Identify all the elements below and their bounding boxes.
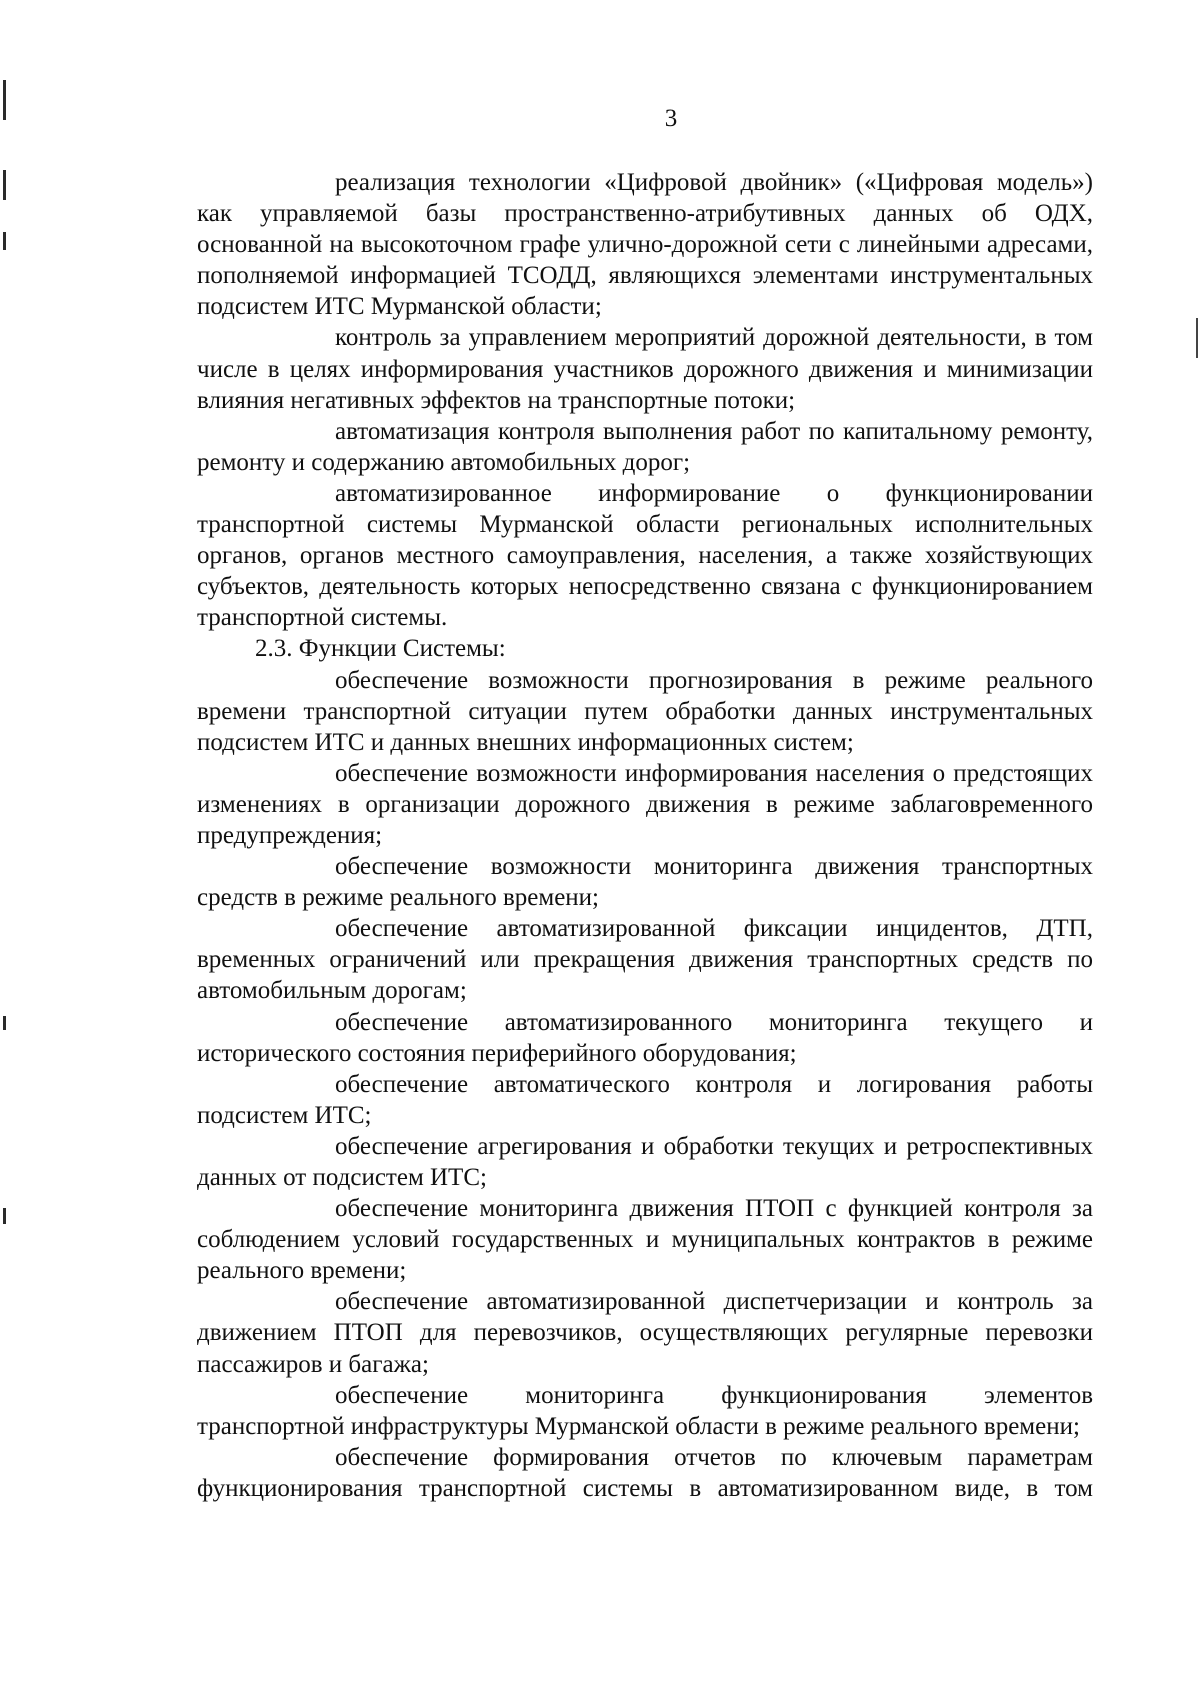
paragraph: контроль за управлением мероприятий дорожной деятельности, в том числе в целях информирования участников дорожного движения и минимизации влияния негативных эффектов на транспортные потоки; (197, 324, 1093, 414)
scan-edge-mark-left (3, 232, 6, 250)
function-item: обеспечение мониторинга функционирования элементов транспортной инфраструктуры Мурманской области в режиме реального времени; (197, 1381, 1093, 1440)
scan-edge-mark-left (3, 1208, 6, 1224)
scan-edge-mark-right (1196, 318, 1198, 358)
function-item: обеспечение агрегирования и обработки текущих и ретроспективных данных от подсистем ИТС; (197, 1132, 1093, 1191)
function-item: обеспечение формирования отчетов по ключевым параметрам функционирования транспортной системы в автоматизированном виде, в том (197, 1443, 1093, 1502)
function-item: обеспечение возможности мониторинга движения транспортных средств в режиме реального времени; (197, 853, 1093, 912)
function-item: обеспечение автоматического контроля и логирования работы подсистем ИТС; (197, 1070, 1093, 1129)
paragraph: автоматизированное информирование о функционировании транспортной системы Мурманской области региональных исполнительных органов, органов местного самоуправления, населения, а также хозяйствующих субъектов, деятельность которых непосредственно связана с функционированием транспортной системы. (197, 479, 1093, 632)
paragraph: реализация технологии «Цифровой двойник» («Цифровая модель») как управляемой базы пространственно-атрибутивных данных об ОДХ, основанной на высокоточном графе улично-дорожной сети с линейными адресами, пополняемой информацией ТСОДД, являющихся элементами инструментальных подсистем ИТС Мурманской области; (197, 169, 1093, 321)
section-heading: 2.3. Функции Системы: (255, 635, 506, 663)
scan-edge-mark-left (3, 1016, 6, 1030)
function-item: обеспечение автоматизированной диспетчеризации и контроль за движением ПТОП для перевозчиков, осуществляющих регулярные перевозки пассажиров и багажа; (197, 1288, 1093, 1378)
function-item: обеспечение автоматизированного мониторинга текущего и исторического состояния периферийного оборудования; (197, 1008, 1093, 1067)
function-item: обеспечение автоматизированной фиксации инцидентов, ДТП, временных ограничений или прекращения движения транспортных средств по автомобильным дорогам; (197, 915, 1093, 1005)
function-item: обеспечение возможности прогнозирования в режиме реального времени транспортной ситуации путем обработки данных инструментальных подсистем ИТС и данных внешних информационных систем; (197, 666, 1093, 756)
document-body (197, 167, 1093, 1504)
paragraph: автоматизация контроля выполнения работ по капитальному ремонту, ремонту и содержанию автомобильных дорог; (197, 417, 1093, 476)
function-item: обеспечение мониторинга движения ПТОП с функцией контроля за соблюдением условий государственных и муниципальных контрактов в режиме реального времени; (197, 1195, 1093, 1285)
scan-edge-mark-left (3, 170, 6, 200)
function-item: обеспечение возможности информирования населения о предстоящих изменениях в организации дорожного движения в режиме заблаговременного предупреждения; (197, 759, 1093, 849)
page-number: 3 (664, 105, 678, 132)
